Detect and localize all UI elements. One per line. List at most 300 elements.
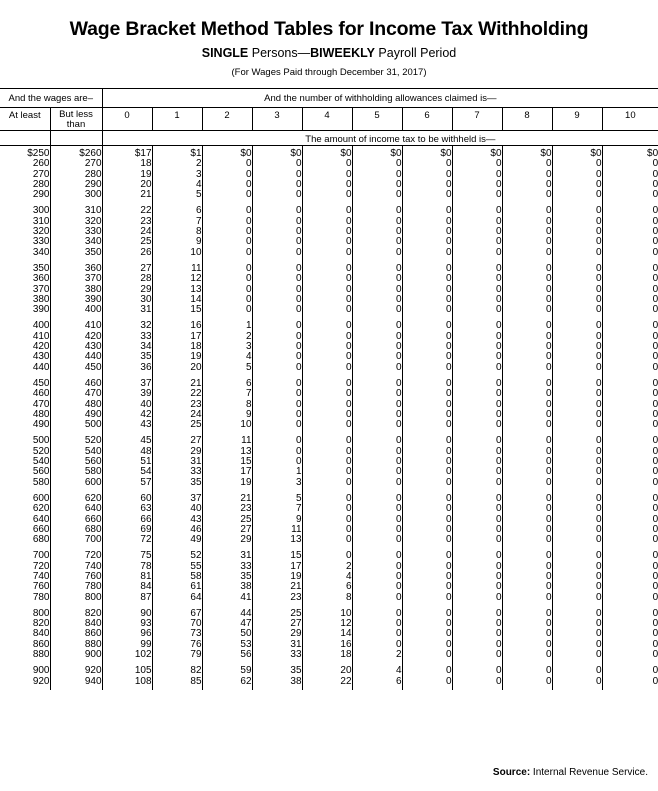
withholding-cell: 0 xyxy=(202,261,252,274)
wage-at-least-cell: 380 xyxy=(32,293,50,305)
withholding-cell: 0 xyxy=(302,478,352,491)
withholding-cell: 0 xyxy=(352,159,402,169)
withholding-cell: 1 xyxy=(252,467,302,477)
row-group xyxy=(0,606,658,663)
withholding-cell: 25 xyxy=(102,237,152,247)
wage-at-least-cell: 340 xyxy=(32,246,50,258)
withholding-cell: 29 xyxy=(252,629,302,639)
wage-at-least-cell: 800 xyxy=(32,607,50,619)
withholding-cell: 0 xyxy=(202,305,252,318)
wage-less-than-cell: 280 xyxy=(50,170,102,180)
wage-less-than-cell: 600 xyxy=(50,478,102,491)
withholding-cell: 0 xyxy=(202,248,252,261)
withholding-cell: 0 xyxy=(552,261,602,274)
wage-at-least-cell: 880 xyxy=(32,649,50,661)
wage-less-than-cell: 360 xyxy=(50,261,102,274)
withholding-cell: 0 xyxy=(502,248,552,261)
withholding-cell: 0 xyxy=(302,376,352,389)
withholding-cell: 0 xyxy=(302,203,352,216)
withholding-cell: 0 xyxy=(402,650,452,663)
withholding-cell: 0 xyxy=(402,593,452,606)
withholding-cell: 0 xyxy=(352,629,402,639)
filing-status-suffix: Persons— xyxy=(248,46,311,60)
withholding-cell: 0 xyxy=(452,491,502,504)
withholding-cell: 59 xyxy=(202,663,252,676)
withholding-cell: $0 xyxy=(602,146,658,160)
withholding-cell: 18 xyxy=(152,342,202,352)
withholding-cell: 0 xyxy=(352,248,402,261)
withholding-cell: 0 xyxy=(502,629,552,639)
table-row xyxy=(0,650,658,663)
withholding-cell: 11 xyxy=(202,433,252,446)
withholding-cell: 82 xyxy=(152,663,202,676)
withholding-cell: 0 xyxy=(602,352,658,362)
withholding-cell: 0 xyxy=(252,376,302,389)
withholding-cell: 31 xyxy=(202,548,252,561)
withholding-cell: 0 xyxy=(502,478,552,491)
withholding-cell: 0 xyxy=(552,650,602,663)
withholding-cell: 0 xyxy=(202,274,252,284)
wages-header: And the wages are– xyxy=(0,89,102,108)
withholding-cell: 0 xyxy=(402,467,452,477)
withholding-cell: 0 xyxy=(452,248,502,261)
payroll-period: BIWEEKLY xyxy=(310,46,375,60)
source-note xyxy=(493,767,648,778)
withholding-cell: 25 xyxy=(152,420,202,433)
withholding-cell: 0 xyxy=(502,217,552,227)
withholding-cell: 0 xyxy=(402,457,452,467)
withholding-cell: 0 xyxy=(352,389,402,399)
withholding-cell: 0 xyxy=(502,663,552,676)
withholding-cell: 0 xyxy=(402,389,452,399)
withholding-cell: 0 xyxy=(352,433,402,446)
withholding-cell: 27 xyxy=(202,525,252,535)
withholding-cell: 0 xyxy=(502,457,552,467)
wage-less-than-cell: 490 xyxy=(50,410,102,420)
withholding-cell: 0 xyxy=(302,363,352,376)
withholding-cell: 0 xyxy=(452,629,502,639)
withholding-cell: 0 xyxy=(502,467,552,477)
withholding-cell: 0 xyxy=(552,389,602,399)
withholding-cell: 0 xyxy=(552,295,602,305)
wage-at-least-cell: 390 xyxy=(32,304,50,316)
wage-at-least-cell: 660 xyxy=(32,523,50,535)
withholding-cell: 0 xyxy=(552,332,602,342)
withholding-cell: 0 xyxy=(202,203,252,216)
withholding-cell: 0 xyxy=(602,376,658,389)
wage-at-least-cell: $250 xyxy=(27,148,50,159)
withholding-cell: 0 xyxy=(302,217,352,227)
withholding-cell: 0 xyxy=(502,305,552,318)
withholding-cell: 14 xyxy=(302,629,352,639)
withholding-cell: 16 xyxy=(152,318,202,331)
withholding-cell: 0 xyxy=(452,180,502,190)
withholding-cell: 3 xyxy=(252,478,302,491)
withholding-cell: 0 xyxy=(502,433,552,446)
withholding-cell: 0 xyxy=(552,629,602,639)
withholding-cell: 0 xyxy=(602,677,658,690)
withholding-cell: 0 xyxy=(602,170,658,180)
withholding-cell: 0 xyxy=(502,420,552,433)
withholding-cell: 0 xyxy=(302,274,352,284)
withholding-cell: 27 xyxy=(252,619,302,629)
withholding-cell: 0 xyxy=(352,491,402,504)
table-row xyxy=(0,606,658,619)
withholding-cell: 0 xyxy=(402,606,452,619)
withholding-cell: 0 xyxy=(402,478,452,491)
wage-less-than-cell: 430 xyxy=(50,342,102,352)
wage-at-least-cell: 720 xyxy=(32,560,50,572)
withholding-cell: 0 xyxy=(602,217,658,227)
wage-less-than-cell: 290 xyxy=(50,180,102,190)
withholding-cell: 12 xyxy=(302,619,352,629)
withholding-cell: 0 xyxy=(552,190,602,203)
withholding-cell: 0 xyxy=(452,478,502,491)
withholding-cell: 0 xyxy=(402,515,452,525)
withholding-cell: 0 xyxy=(552,593,602,606)
withholding-cell: 0 xyxy=(302,295,352,305)
table-row xyxy=(0,535,658,548)
withholding-cell: 0 xyxy=(452,548,502,561)
allowance-count-header: 7 xyxy=(452,108,502,131)
withholding-cell: 64 xyxy=(152,593,202,606)
withholding-cell: 0 xyxy=(452,285,502,295)
date-note: (For Wages Paid through December 31, 2017) xyxy=(231,67,427,78)
withholding-cell: 47 xyxy=(202,619,252,629)
withholding-cell: 0 xyxy=(352,305,402,318)
wage-at-least-cell: 490 xyxy=(32,419,50,431)
withholding-cell: 29 xyxy=(152,447,202,457)
table-row xyxy=(0,376,658,389)
withholding-cell: 0 xyxy=(352,420,402,433)
withholding-cell: 0 xyxy=(602,640,658,650)
withholding-cell: 0 xyxy=(502,170,552,180)
withholding-cell: 5 xyxy=(252,491,302,504)
withholding-cell: 0 xyxy=(502,376,552,389)
wage-less-than-cell: 560 xyxy=(50,457,102,467)
withholding-cell: 0 xyxy=(402,640,452,650)
wage-less-than-cell: 880 xyxy=(50,640,102,650)
withholding-cell: 0 xyxy=(602,180,658,190)
withholding-cell: 9 xyxy=(252,515,302,525)
withholding-cell: 0 xyxy=(552,305,602,318)
withholding-cell: 0 xyxy=(552,420,602,433)
withholding-cell: 72 xyxy=(102,535,152,548)
withholding-cell: 41 xyxy=(202,593,252,606)
wage-at-least-cell: 760 xyxy=(32,581,50,593)
withholding-cell: 0 xyxy=(352,400,402,410)
withholding-cell: 45 xyxy=(102,433,152,446)
withholding-cell: 6 xyxy=(302,582,352,592)
table-row xyxy=(0,593,658,606)
withholding-cell: 0 xyxy=(452,332,502,342)
withholding-cell: 0 xyxy=(452,582,502,592)
withholding-cell: 23 xyxy=(202,504,252,514)
withholding-cell: 0 xyxy=(552,457,602,467)
withholding-cell: 0 xyxy=(302,447,352,457)
withholding-cell: 0 xyxy=(452,619,502,629)
withholding-cell: 26 xyxy=(102,248,152,261)
withholding-cell: 0 xyxy=(452,593,502,606)
allowance-count-header: 9 xyxy=(552,108,602,131)
withholding-cell: 63 xyxy=(102,504,152,514)
withholding-cell: 0 xyxy=(602,285,658,295)
withholding-cell: 0 xyxy=(352,352,402,362)
withholding-cell: $0 xyxy=(352,146,402,160)
withholding-cell: 0 xyxy=(452,640,502,650)
withholding-cell: 75 xyxy=(102,548,152,561)
withholding-cell: 0 xyxy=(302,491,352,504)
withholding-cell: 50 xyxy=(202,629,252,639)
wage-less-than-cell: 780 xyxy=(50,582,102,592)
withholding-cell: 0 xyxy=(302,535,352,548)
withholding-cell: 0 xyxy=(602,248,658,261)
withholding-cell: 108 xyxy=(102,677,152,690)
wage-less-than-cell: 540 xyxy=(50,447,102,457)
withholding-cell: 0 xyxy=(402,190,452,203)
wage-at-least-cell: 500 xyxy=(32,435,50,447)
withholding-cell: $0 xyxy=(502,146,552,160)
withholding-cell: 0 xyxy=(252,170,302,180)
withholding-cell: 0 xyxy=(602,237,658,247)
withholding-cell: 35 xyxy=(252,663,302,676)
withholding-cell: 0 xyxy=(552,217,602,227)
withholding-cell: 0 xyxy=(352,478,402,491)
withholding-cell: 0 xyxy=(452,159,502,169)
withholding-cell: 27 xyxy=(102,261,152,274)
withholding-cell: 78 xyxy=(102,562,152,572)
withholding-cell: 38 xyxy=(202,582,252,592)
withholding-cell: 0 xyxy=(602,447,658,457)
table-row xyxy=(0,420,658,433)
table-row xyxy=(0,261,658,274)
withholding-cell: 0 xyxy=(552,376,602,389)
withholding-cell: 8 xyxy=(152,227,202,237)
wage-less-than-cell: 330 xyxy=(50,227,102,237)
withholding-cell: 0 xyxy=(402,619,452,629)
table-row xyxy=(0,146,658,160)
withholding-cell: 0 xyxy=(452,467,502,477)
withholding-cell: 0 xyxy=(452,170,502,180)
withholding-cell: 0 xyxy=(502,535,552,548)
withholding-cell: 0 xyxy=(602,203,658,216)
withholding-cell: 0 xyxy=(252,410,302,420)
withholding-cell: 31 xyxy=(252,640,302,650)
withholding-cell: 69 xyxy=(102,525,152,535)
withholding-cell: 0 xyxy=(502,261,552,274)
withholding-cell: 0 xyxy=(352,525,402,535)
withholding-cell: 7 xyxy=(202,389,252,399)
withholding-cell: 4 xyxy=(152,180,202,190)
withholding-cell: 102 xyxy=(102,650,152,663)
withholding-cell: 0 xyxy=(252,217,302,227)
withholding-cell: 0 xyxy=(352,332,402,342)
withholding-cell: 0 xyxy=(502,237,552,247)
withholding-cell: 0 xyxy=(352,640,402,650)
withholding-cell: 0 xyxy=(402,274,452,284)
withholding-cell: 0 xyxy=(602,467,658,477)
withholding-cell: 30 xyxy=(102,295,152,305)
withholding-cell: 0 xyxy=(602,478,658,491)
withholding-cell: 90 xyxy=(102,606,152,619)
withholding-cell: 21 xyxy=(152,376,202,389)
withholding-cell: 0 xyxy=(452,515,502,525)
row-group xyxy=(0,261,658,318)
withholding-cell: 17 xyxy=(252,562,302,572)
withholding-cell: 57 xyxy=(102,478,152,491)
withholding-cell: 44 xyxy=(202,606,252,619)
withholding-cell: 27 xyxy=(152,433,202,446)
wage-at-least-cell: 330 xyxy=(32,236,50,248)
allowance-count-header: 0 xyxy=(102,108,152,131)
withholding-cell: 0 xyxy=(502,410,552,420)
withholding-cell: 0 xyxy=(352,548,402,561)
withholding-cell: 0 xyxy=(402,548,452,561)
withholding-cell: 0 xyxy=(502,562,552,572)
withholding-cell: 0 xyxy=(402,352,452,362)
withholding-cell: 0 xyxy=(352,274,402,284)
withholding-cell: 0 xyxy=(252,227,302,237)
withholding-cell: 0 xyxy=(202,180,252,190)
withholding-cell: 0 xyxy=(552,582,602,592)
withholding-cell: 4 xyxy=(202,352,252,362)
withholding-cell: 6 xyxy=(152,203,202,216)
withholding-cell: 0 xyxy=(552,677,602,690)
withholding-cell: 0 xyxy=(302,389,352,399)
withholding-cell: 0 xyxy=(452,389,502,399)
withholding-cell: 35 xyxy=(152,478,202,491)
withholding-cell: 0 xyxy=(302,548,352,561)
row-group xyxy=(0,548,658,605)
withholding-cell: 18 xyxy=(302,650,352,663)
withholding-cell: 0 xyxy=(402,159,452,169)
allowance-count-header: 2 xyxy=(202,108,252,131)
withholding-cell: 25 xyxy=(202,515,252,525)
allowance-count-header: 4 xyxy=(302,108,352,131)
withholding-cell: 23 xyxy=(152,400,202,410)
withholding-cell: 0 xyxy=(502,274,552,284)
withholding-cell: 0 xyxy=(402,170,452,180)
withholding-cell: 0 xyxy=(502,525,552,535)
withholding-cell: 0 xyxy=(352,535,402,548)
withholding-cell: 0 xyxy=(552,663,602,676)
withholding-cell: 15 xyxy=(202,457,252,467)
withholding-cell: 0 xyxy=(252,457,302,467)
withholding-cell: 0 xyxy=(402,677,452,690)
wage-less-than-cell: 310 xyxy=(50,203,102,216)
wage-less-than-cell: 380 xyxy=(50,285,102,295)
wage-at-least-cell: 360 xyxy=(32,273,50,285)
withholding-cell: 21 xyxy=(252,582,302,592)
withholding-cell: 67 xyxy=(152,606,202,619)
withholding-cell: 0 xyxy=(452,677,502,690)
withholding-cell: 0 xyxy=(502,447,552,457)
withholding-cell: 0 xyxy=(602,457,658,467)
withholding-cell: 0 xyxy=(352,237,402,247)
withholding-cell: 0 xyxy=(552,400,602,410)
withholding-cell: 1 xyxy=(202,318,252,331)
withholding-cell: 0 xyxy=(302,457,352,467)
withholding-cell: 0 xyxy=(402,420,452,433)
withholding-cell: 0 xyxy=(402,535,452,548)
withholding-cell: 0 xyxy=(302,261,352,274)
row-group xyxy=(0,146,658,204)
withholding-cell: 0 xyxy=(402,227,452,237)
withholding-cell: 0 xyxy=(452,504,502,514)
withholding-cell: 4 xyxy=(352,663,402,676)
wage-less-than-cell: 400 xyxy=(50,305,102,318)
allowance-count-header: 1 xyxy=(152,108,202,131)
withholding-cell: 37 xyxy=(152,491,202,504)
withholding-cell: 0 xyxy=(302,342,352,352)
withholding-cell: 0 xyxy=(602,295,658,305)
withholding-cell: 0 xyxy=(202,217,252,227)
withholding-cell: $0 xyxy=(452,146,502,160)
withholding-cell: 0 xyxy=(602,400,658,410)
withholding-cell: 21 xyxy=(102,190,152,203)
withholding-cell: 0 xyxy=(452,606,502,619)
withholding-cell: 18 xyxy=(102,159,152,169)
withholding-cell: 0 xyxy=(252,352,302,362)
withholding-cell: 0 xyxy=(352,562,402,572)
payroll-period-suffix: Payroll Period xyxy=(374,46,457,60)
withholding-cell: 0 xyxy=(252,295,302,305)
wage-less-than-cell: 390 xyxy=(50,295,102,305)
withholding-cell: 0 xyxy=(502,389,552,399)
wage-less-than-cell: 680 xyxy=(50,525,102,535)
withholding-cell: 0 xyxy=(552,318,602,331)
withholding-cell: 0 xyxy=(552,467,602,477)
wage-less-than-cell: 270 xyxy=(50,159,102,169)
withholding-cell: 0 xyxy=(352,217,402,227)
withholding-cell: 73 xyxy=(152,629,202,639)
withholding-cell: 0 xyxy=(452,410,502,420)
withholding-cell: 0 xyxy=(402,525,452,535)
withholding-cell: 43 xyxy=(102,420,152,433)
withholding-cell: 33 xyxy=(252,650,302,663)
withholding-cell: 2 xyxy=(302,562,352,572)
wage-at-least-cell: 440 xyxy=(32,361,50,373)
table-row xyxy=(0,203,658,216)
allowance-count-header: 8 xyxy=(502,108,552,131)
wage-less-than-cell: 580 xyxy=(50,467,102,477)
withholding-cell: 0 xyxy=(502,491,552,504)
withholding-cell: 0 xyxy=(502,650,552,663)
withholding-cell: 0 xyxy=(552,548,602,561)
withholding-cell: 12 xyxy=(152,274,202,284)
withholding-cell: 0 xyxy=(552,180,602,190)
withholding-cell: 13 xyxy=(202,447,252,457)
withholding-cell: 0 xyxy=(552,363,602,376)
withholding-cell: 0 xyxy=(452,261,502,274)
withholding-cell: 0 xyxy=(252,318,302,331)
withholding-cell: 0 xyxy=(302,332,352,342)
withholding-cell: 19 xyxy=(152,352,202,362)
withholding-cell: 7 xyxy=(152,217,202,227)
withholding-cell: 0 xyxy=(402,305,452,318)
withholding-cell: 0 xyxy=(502,400,552,410)
withholding-cell: 0 xyxy=(352,582,402,592)
withholding-cell: 0 xyxy=(602,410,658,420)
withholding-cell: 0 xyxy=(502,640,552,650)
withholding-cell: 0 xyxy=(252,305,302,318)
wage-less-than-cell: 860 xyxy=(50,629,102,639)
wage-at-least-cell: 920 xyxy=(32,675,50,687)
withholding-cell: 4 xyxy=(302,572,352,582)
withholding-cell: 13 xyxy=(252,535,302,548)
withholding-cell: 10 xyxy=(302,606,352,619)
wage-less-than-cell: 440 xyxy=(50,352,102,362)
